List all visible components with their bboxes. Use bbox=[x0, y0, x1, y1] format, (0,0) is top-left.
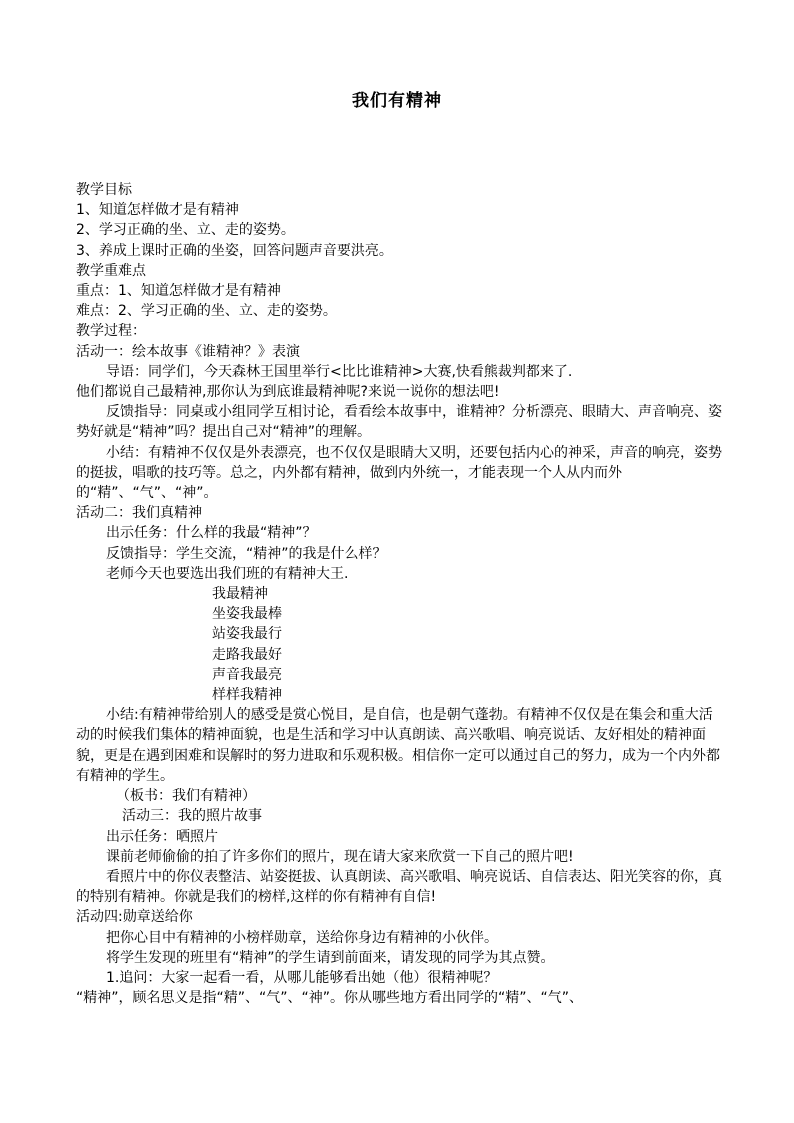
paragraph: 出示任务：晒照片 bbox=[106, 828, 218, 845]
difficult-point: 难点：2、学习正确的坐、立、走的姿势。 bbox=[76, 303, 337, 320]
section-heading: 教学过程： bbox=[76, 323, 146, 340]
paragraph: 导语：同学们，今天森林王国里举行<比比谁精神>大赛,快看熊裁判都来了. bbox=[106, 363, 573, 380]
centered-line: 我最精神 bbox=[212, 586, 268, 603]
key-point: 重点：1、知道怎样做才是有精神 bbox=[76, 283, 281, 300]
activity-heading: 活动二：我们真精神 bbox=[76, 505, 202, 522]
activity-heading: 活动一：绘本故事《谁精神？》表演 bbox=[76, 343, 300, 360]
paragraph: 小结:有精神带给别人的感受是赏心悦目，是自信，也是朝气蓬勃。有精神不仅仅是在集会和重大活动的时候我们集体的精神面貌，也是生活和学习中认真朗读、高兴歌唱、响亮说话、友好相处的精神面貌，更是在遇到困难和误解时的努力进取和乐观积极。相信你一定可以通过自己的努力，成为一个内外都有精神的学生。 bbox=[76, 707, 720, 784]
paragraph: 把你心目中有精神的小榜样勋章，送给你身边有精神的小伙伴。 bbox=[106, 929, 498, 946]
paragraph: 出示任务：什么样的我最“精神”？ bbox=[106, 525, 317, 542]
objective-item: 1、知道怎样做才是有精神 bbox=[76, 202, 239, 219]
board-note: （板书：我们有精神） bbox=[116, 788, 256, 805]
paragraph: 将学生发现的班里有“精神”的学生请到前面来，请发现的同学为其点赞。 bbox=[106, 949, 555, 966]
centered-line: 走路我最好 bbox=[212, 646, 282, 663]
centered-line: 样样我精神 bbox=[212, 687, 282, 704]
centered-line: 声音我最亮 bbox=[212, 666, 282, 683]
section-heading: 教学重难点 bbox=[76, 262, 146, 279]
activity-heading: 活动三：我的照片故事 bbox=[122, 808, 262, 825]
paragraph: 反馈指导：学生交流，“精神”的我是什么样？ bbox=[106, 545, 387, 562]
centered-line: 坐姿我最棒 bbox=[212, 606, 282, 623]
paragraph: 课前老师偷偷的拍了许多你们的照片，现在请大家来欣赏一下自己的照片吧! bbox=[106, 848, 574, 865]
document-body bbox=[76, 180, 722, 1008]
paragraph: 看照片中的你仪表整洁、站姿挺拔、认真朗读、高兴歌唱、响亮说话、自信表达、阳光笑容的你，真的特别有精神。你就是我们的榜样,这样的你有精神有自信! bbox=[76, 868, 722, 906]
paragraph: 小结：有精神不仅仅是外表漂亮，也不仅仅是眼睛大又明，还要包括内心的神采，声音的响亮，姿势的挺拔，唱歌的技巧等。总之，内外都有精神，做到内外统一，才能表现一个人从内而外的“精”、“气”、“神”。 bbox=[76, 444, 722, 502]
paragraph: 他们都说自己最精神,那你认为到底谁最精神呢?来说一说你的想法吧! bbox=[76, 384, 500, 401]
section-heading: 教学目标 bbox=[76, 182, 132, 198]
objective-item: 2、学习正确的坐、立、走的姿势。 bbox=[76, 222, 295, 239]
activity-heading: 活动四:勋章送给你 bbox=[76, 909, 193, 926]
paragraph: 老师今天也要选出我们班的有精神大王. bbox=[106, 565, 349, 582]
centered-line: 站姿我最行 bbox=[212, 626, 282, 643]
paragraph: 1.追问：大家一起看一看，从哪儿能够看出她（他）很精神呢？ bbox=[106, 969, 498, 986]
objective-item: 3、养成上课时正确的坐姿，回答问题声音要洪亮。 bbox=[76, 242, 393, 259]
paragraph: 反馈指导：同桌或小组同学互相讨论，看看绘本故事中，谁精神？分析漂亮、眼睛大、声音响亮、姿势好就是“精神”吗？提出自己对“精神”的理解。 bbox=[76, 404, 722, 441]
paragraph: “精神”，顾名思义是指“精”、“气”、“神”。你从哪些地方看出同学的“精”、“气”、 bbox=[76, 990, 584, 1007]
document-title: 我们有精神 bbox=[352, 91, 442, 111]
